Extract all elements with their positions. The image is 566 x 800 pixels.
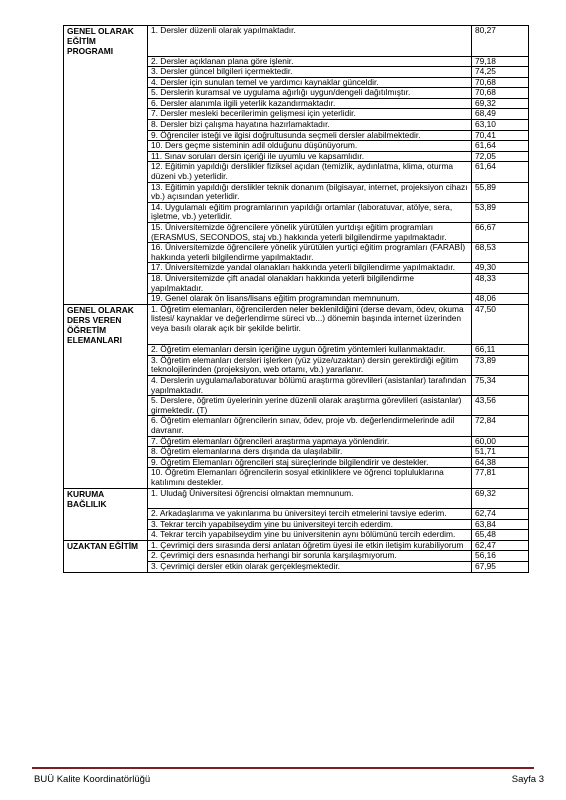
score-cell: 68,49 — [472, 109, 529, 120]
question-cell: 9. Öğrenciler isteği ve ilgisi doğrultusunda seçmeli dersler alabilmektedir. — [148, 130, 472, 141]
section-title-cell — [64, 436, 148, 447]
section-title-cell: GENEL OLARAK DERS VEREN ÖĞRETİM ELEMANLARI — [64, 304, 148, 345]
table-row — [64, 223, 529, 243]
score-cell: 74,25 — [472, 67, 529, 78]
question-cell: 2. Öğretim elemanları dersin içeriğine uygun öğretim yöntemleri kullanmaktadır. — [148, 345, 472, 356]
question-cell: 14. Uygulamalı eğitim programlarının yapıldığı ortamlar (laboratuvar, atölye, sera, işletme, vb.) yeterlidir. — [148, 202, 472, 222]
score-cell: 48,06 — [472, 294, 529, 305]
section-title-cell — [64, 416, 148, 436]
section-title-cell — [64, 202, 148, 222]
score-cell: 61,64 — [472, 141, 529, 152]
question-cell: 4. Derslerin uygulama/laboratuvar bölümü araştırma görevlileri (asistanlar) tarafından yapılmaktadır. — [148, 376, 472, 396]
section-title-cell — [64, 77, 148, 88]
question-cell: 8. Dersler bizi çalışma hayatına hazırlamaktadır. — [148, 120, 472, 131]
score-cell: 70,68 — [472, 88, 529, 99]
question-cell: 8. Öğretim elemanlarına ders dışında da ulaşılabilir. — [148, 447, 472, 458]
table-row — [64, 130, 529, 141]
table-row — [64, 88, 529, 99]
score-cell: 79,18 — [472, 56, 529, 67]
table-row — [64, 151, 529, 162]
footer-page-number: Sayfa 3 — [511, 774, 544, 785]
survey-results-table — [63, 25, 529, 573]
table-row — [64, 416, 529, 436]
question-cell: 4. Tekrar tercih yapabilseydim yine bu üniversitenin aynı bölümünü tercih ederdim. — [148, 530, 472, 541]
score-cell: 66,11 — [472, 345, 529, 356]
question-cell: 3. Çevrimiçi dersler etkin olarak gerçekleşmektedir. — [148, 562, 472, 573]
question-cell: 2. Çevrimiçi ders esnasında herhangi bir sorunla karşılaşmıyorum. — [148, 551, 472, 562]
section-title-cell — [64, 376, 148, 396]
section-title-cell — [64, 294, 148, 305]
table-row — [64, 26, 529, 57]
table-row — [64, 182, 529, 202]
section-title-cell — [64, 509, 148, 520]
question-cell: 5. Derslere, öğretim üyelerinin yerine düzenli olarak araştırma görevlileri (asistanlar) girmektedir. (T) — [148, 396, 472, 416]
score-cell: 72,05 — [472, 151, 529, 162]
section-title-cell — [64, 530, 148, 541]
question-cell: 1. Öğretim elemanları, öğrencilerden neler beklenildiğini (derse devam, ödev, okuma listesi/ kaynaklar ve değerlendirme süreci vb...) dönemin başında internet üzerinden veya basılı olarak açık bir şekilde belirtir. — [148, 304, 472, 345]
score-cell: 62,74 — [472, 509, 529, 520]
table-row — [64, 468, 529, 488]
score-cell: 70,68 — [472, 77, 529, 88]
score-cell: 70,41 — [472, 130, 529, 141]
section-title-cell — [64, 130, 148, 141]
question-cell: 10. Öğretim Elemanları öğrencilerin sosyal etkinliklere ve öğrenci topluluklarına katılımını destekler. — [148, 468, 472, 488]
score-cell: 80,27 — [472, 26, 529, 57]
table-row — [64, 304, 529, 345]
section-title-cell — [64, 468, 148, 488]
section-title-cell — [64, 562, 148, 573]
question-cell: 17. Üniversitemizde yandal olanakları hakkında yeterli bilgilendirme yapılmaktadır. — [148, 263, 472, 274]
score-cell: 48,33 — [472, 273, 529, 293]
table-row — [64, 457, 529, 468]
question-cell: 6. Öğretim elemanları öğrencilerin sınav, ödev, proje vb. değerlendirmelerinde adil davranır. — [148, 416, 472, 436]
table-row — [64, 345, 529, 356]
table-row — [64, 141, 529, 152]
score-cell: 62,47 — [472, 540, 529, 551]
table-row — [64, 273, 529, 293]
section-title-cell — [64, 223, 148, 243]
table-row — [64, 263, 529, 274]
table-row — [64, 243, 529, 263]
score-cell: 68,53 — [472, 243, 529, 263]
section-title-cell — [64, 182, 148, 202]
question-cell: 4. Dersler için sunulan temel ve yardımcı kaynaklar günceldir. — [148, 77, 472, 88]
score-cell: 56,16 — [472, 551, 529, 562]
question-cell: 3. Tekrar tercih yapabilseydim yine bu üniversiteyi tercih ederdim. — [148, 519, 472, 530]
question-cell: 3. Dersler güncel bilgileri içermektedir. — [148, 67, 472, 78]
score-cell: 51,71 — [472, 447, 529, 458]
question-cell: 15. Üniversitemizde öğrencilere yönelik yürütülen yurtdışı eğitim programları (ERASMUS, SECONDOS, staj vb.) hakkında yeterli bilgilendirme yapılmaktadır. — [148, 223, 472, 243]
table-row — [64, 376, 529, 396]
score-cell: 67,95 — [472, 562, 529, 573]
table-row — [64, 509, 529, 520]
question-cell: 2. Dersler açıklanan plana göre işlenir. — [148, 56, 472, 67]
table-row — [64, 162, 529, 182]
score-cell: 43,56 — [472, 396, 529, 416]
score-cell: 66,67 — [472, 223, 529, 243]
table-row — [64, 447, 529, 458]
question-cell: 7. Öğretim elemanları öğrencileri araştırma yapmaya yönlendirir. — [148, 436, 472, 447]
question-cell: 5. Derslerin kuramsal ve uygulama ağırlığı uygun/dengeli dağıtılmıştır. — [148, 88, 472, 99]
question-cell: 16. Üniversitemizde öğrencilere yönelik yürütülen yurtiçi eğitim programları (FARABİ) hakkında yeterli bilgilendirme yapılmaktadır. — [148, 243, 472, 263]
table-row — [64, 120, 529, 131]
table-row — [64, 396, 529, 416]
score-cell: 63,10 — [472, 120, 529, 131]
section-title-cell — [64, 243, 148, 263]
table-row — [64, 519, 529, 530]
section-title-cell — [64, 273, 148, 293]
score-cell: 64,38 — [472, 457, 529, 468]
section-title-cell — [64, 98, 148, 109]
score-cell: 63,84 — [472, 519, 529, 530]
section-title-cell — [64, 67, 148, 78]
score-cell: 61,64 — [472, 162, 529, 182]
table-row — [64, 551, 529, 562]
table-row — [64, 540, 529, 551]
score-cell: 53,89 — [472, 202, 529, 222]
score-cell: 69,32 — [472, 488, 529, 509]
question-cell: 10. Ders geçme sisteminin adil olduğunu düşünüyorum. — [148, 141, 472, 152]
section-title-cell — [64, 519, 148, 530]
table-row — [64, 530, 529, 541]
section-title-cell — [64, 109, 148, 120]
score-cell: 49,30 — [472, 263, 529, 274]
survey-table-body — [64, 26, 529, 573]
section-title-cell — [64, 141, 148, 152]
question-cell: 18. Üniversitemizde çift anadal olanakları hakkında yeterli bilgilendirme yapılmaktadır. — [148, 273, 472, 293]
section-title-cell: KURUMA BAĞLILIK — [64, 488, 148, 509]
table-row — [64, 67, 529, 78]
score-cell: 60,00 — [472, 436, 529, 447]
table-row — [64, 56, 529, 67]
section-title-cell — [64, 162, 148, 182]
question-cell: 11. Sınav soruları dersin içeriği ile uyumlu ve kapsamlıdır. — [148, 151, 472, 162]
footer-organization: BUÜ Kalite Koordinatörlüğü — [34, 774, 151, 785]
question-cell: 3. Öğretim elemanları dersleri işlerken (yüz yüze/uzaktan) dersin gerektirdiği eğitim teknolojilerinden (projeksiyon, web ortamı, vb.) yararlanır. — [148, 355, 472, 375]
table-row — [64, 488, 529, 509]
question-cell: 19. Genel olarak ön lisans/lisans eğitim programından memnunum. — [148, 294, 472, 305]
question-cell: 1. Dersler düzenli olarak yapılmaktadır. — [148, 26, 472, 57]
table-row — [64, 355, 529, 375]
table-row — [64, 294, 529, 305]
section-title-cell — [64, 345, 148, 356]
section-title-cell — [64, 88, 148, 99]
score-cell: 69,32 — [472, 98, 529, 109]
table-row — [64, 436, 529, 447]
question-cell: 7. Dersler mesleki becerilerimin gelişmesi için yeterlidir. — [148, 109, 472, 120]
score-cell: 65,48 — [472, 530, 529, 541]
score-cell: 75,34 — [472, 376, 529, 396]
question-cell: 1. Çevrimiçi ders sırasında dersi anlatan öğretim üyesi ile etkin iletişim kurabiliyorum — [148, 540, 472, 551]
section-title-cell — [64, 120, 148, 131]
question-cell: 13. Eğitimin yapıldığı derslikler teknik donanım (bilgisayar, internet, projeksiyon cihazı vb.) açısından yeterlidir. — [148, 182, 472, 202]
section-title-cell — [64, 447, 148, 458]
table-row — [64, 77, 529, 88]
footer-divider — [32, 767, 534, 769]
table-row — [64, 109, 529, 120]
question-cell: 9. Öğretim Elemanları öğrencileri staj süreçlerinde bilgilendirir ve destekler. — [148, 457, 472, 468]
section-title-cell: UZAKTAN EĞİTİM — [64, 540, 148, 551]
section-title-cell — [64, 263, 148, 274]
score-cell: 55,89 — [472, 182, 529, 202]
section-title-cell — [64, 56, 148, 67]
score-cell: 72,84 — [472, 416, 529, 436]
score-cell: 73,89 — [472, 355, 529, 375]
question-cell: 1. Uludağ Üniversitesi öğrencisi olmaktan memnunum. — [148, 488, 472, 509]
table-row — [64, 562, 529, 573]
section-title-cell — [64, 355, 148, 375]
section-title-cell — [64, 396, 148, 416]
section-title-cell — [64, 457, 148, 468]
table-row — [64, 202, 529, 222]
score-cell: 77,81 — [472, 468, 529, 488]
section-title-cell — [64, 551, 148, 562]
table-row — [64, 98, 529, 109]
question-cell: 6. Dersler alanımla ilgili yeterlik kazandırmaktadır. — [148, 98, 472, 109]
question-cell: 2. Arkadaşlarıma ve yakınlarıma bu üniversiteyi tercih etmelerini tavsiye ederim. — [148, 509, 472, 520]
section-title-cell — [64, 151, 148, 162]
score-cell: 47,50 — [472, 304, 529, 345]
section-title-cell: GENEL OLARAK EĞİTİM PROGRAMI — [64, 26, 148, 57]
question-cell: 12. Eğitimin yapıldığı derslikler fiziksel açıdan (temizlik, aydınlatma, klima, oturma düzeni vb.) yeterlidir. — [148, 162, 472, 182]
